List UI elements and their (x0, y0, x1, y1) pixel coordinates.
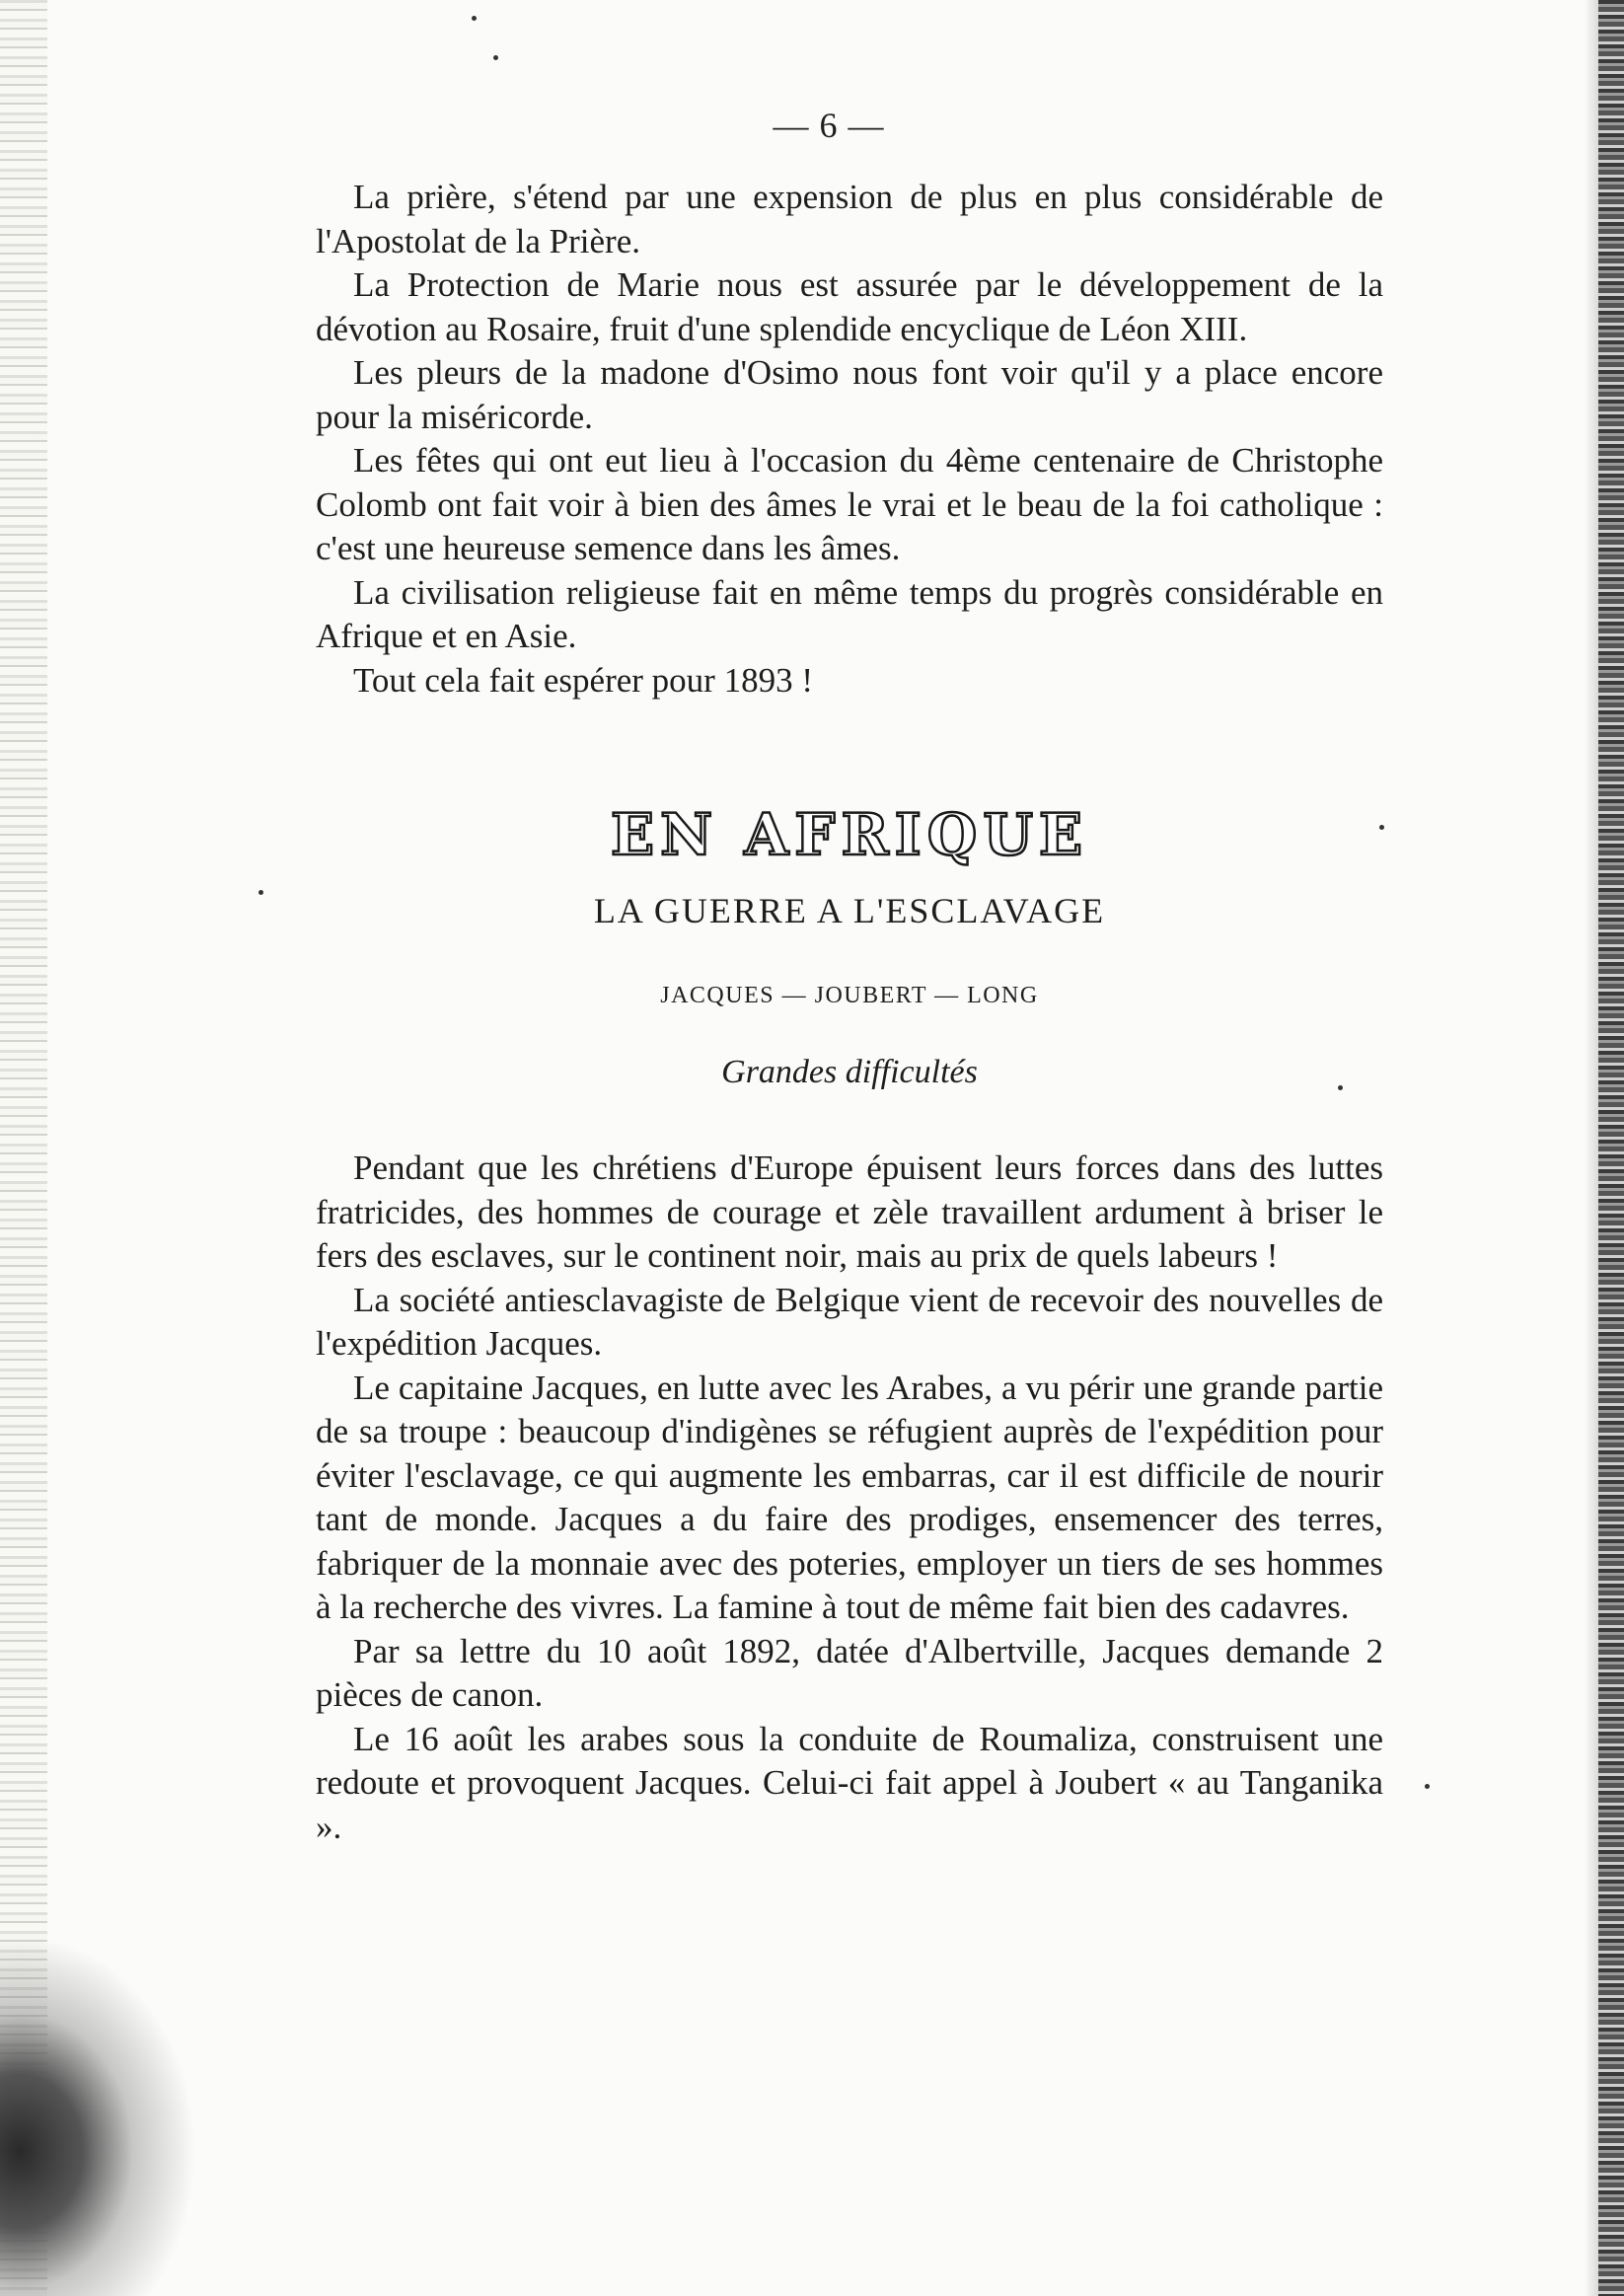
intro-paragraph: Tout cela fait espérer pour 1893 ! (353, 660, 813, 700)
scan-shadow-corner (0, 1934, 197, 2296)
section-names: JACQUES — JOUBERT — LONG (660, 983, 1039, 1008)
body-paragraph: Le capitaine Jacques, en lutte avec les Arabes, a vu périr une grande partie de sa troupe : beaucoup d'indigènes se réfugient auprès de l'expédition pour éviter l'esclavage, ce qui augmente les embarras, car il est difficile de nourir tant de monde. Jacques a du faire des prodiges, ensemencer des terres, fabriquer de la monnaie avec des poteries, employer un tiers de ses hommes à la recherche des vivres. La famine à tout de même fait bien des cadavres. (316, 1368, 1383, 1626)
body-paragraph: Pendant que les chrétiens d'Europe épuisent leurs forces dans des luttes fratricides, des hommes de courage et zèle travaillent ardument à briser le fers des esclaves, sur le continent noir, mais au prix de quels labeurs ! (316, 1148, 1383, 1275)
intro-paragraph: La Protection de Marie nous est assurée par le développement de la dévotion au Rosaire, fruit d'une splendide encyclique de Léon XIII. (316, 265, 1383, 348)
intro-text (316, 176, 1383, 703)
section-title: EN AFRIQUE (610, 801, 1089, 868)
scan-edge-right-shade (1585, 0, 1598, 2296)
intro-paragraph: La prière, s'étend par une expension de plus en plus considérable de l'Apostolat de la Prière. (316, 178, 1383, 260)
page-number: — 6 — (773, 106, 885, 145)
body-paragraph: La société antiesclavagiste de Belgique vient de recevoir des nouvelles de l'expédition Jacques. (316, 1280, 1383, 1363)
intro-paragraph: La civilisation religieuse fait en même temps du progrès considérable en Afrique et en Asie. (316, 572, 1383, 655)
intro-paragraph: Les fêtes qui ont eut lieu à l'occasion du 4ème centenaire de Christophe Colomb ont fait voir à bien des âmes le vrai et le beau de la foi catholique : c'est une heureuse semence dans les âmes. (316, 441, 1383, 567)
section-subtitle: LA GUERRE A L'ESCLAVAGE (593, 891, 1106, 930)
intro-paragraph: Les pleurs de la madone d'Osimo nous font voir qu'il y a place encore pour la miséricorde. (316, 353, 1383, 436)
body-paragraph: Par sa lettre du 10 août 1892, datée d'Albertville, Jacques demande 2 pièces de canon. (316, 1631, 1383, 1714)
scan-edge-right (1598, 0, 1624, 2296)
body-text (316, 1147, 1383, 1849)
section-heading: Grandes difficultés (721, 1054, 978, 1090)
body-paragraph: Le 16 août les arabes sous la conduite de Roumaliza, construisent une redoute et provoquent Jacques. Celui-ci fait appel à Joubert « au Tanganika ». (316, 1719, 1383, 1846)
